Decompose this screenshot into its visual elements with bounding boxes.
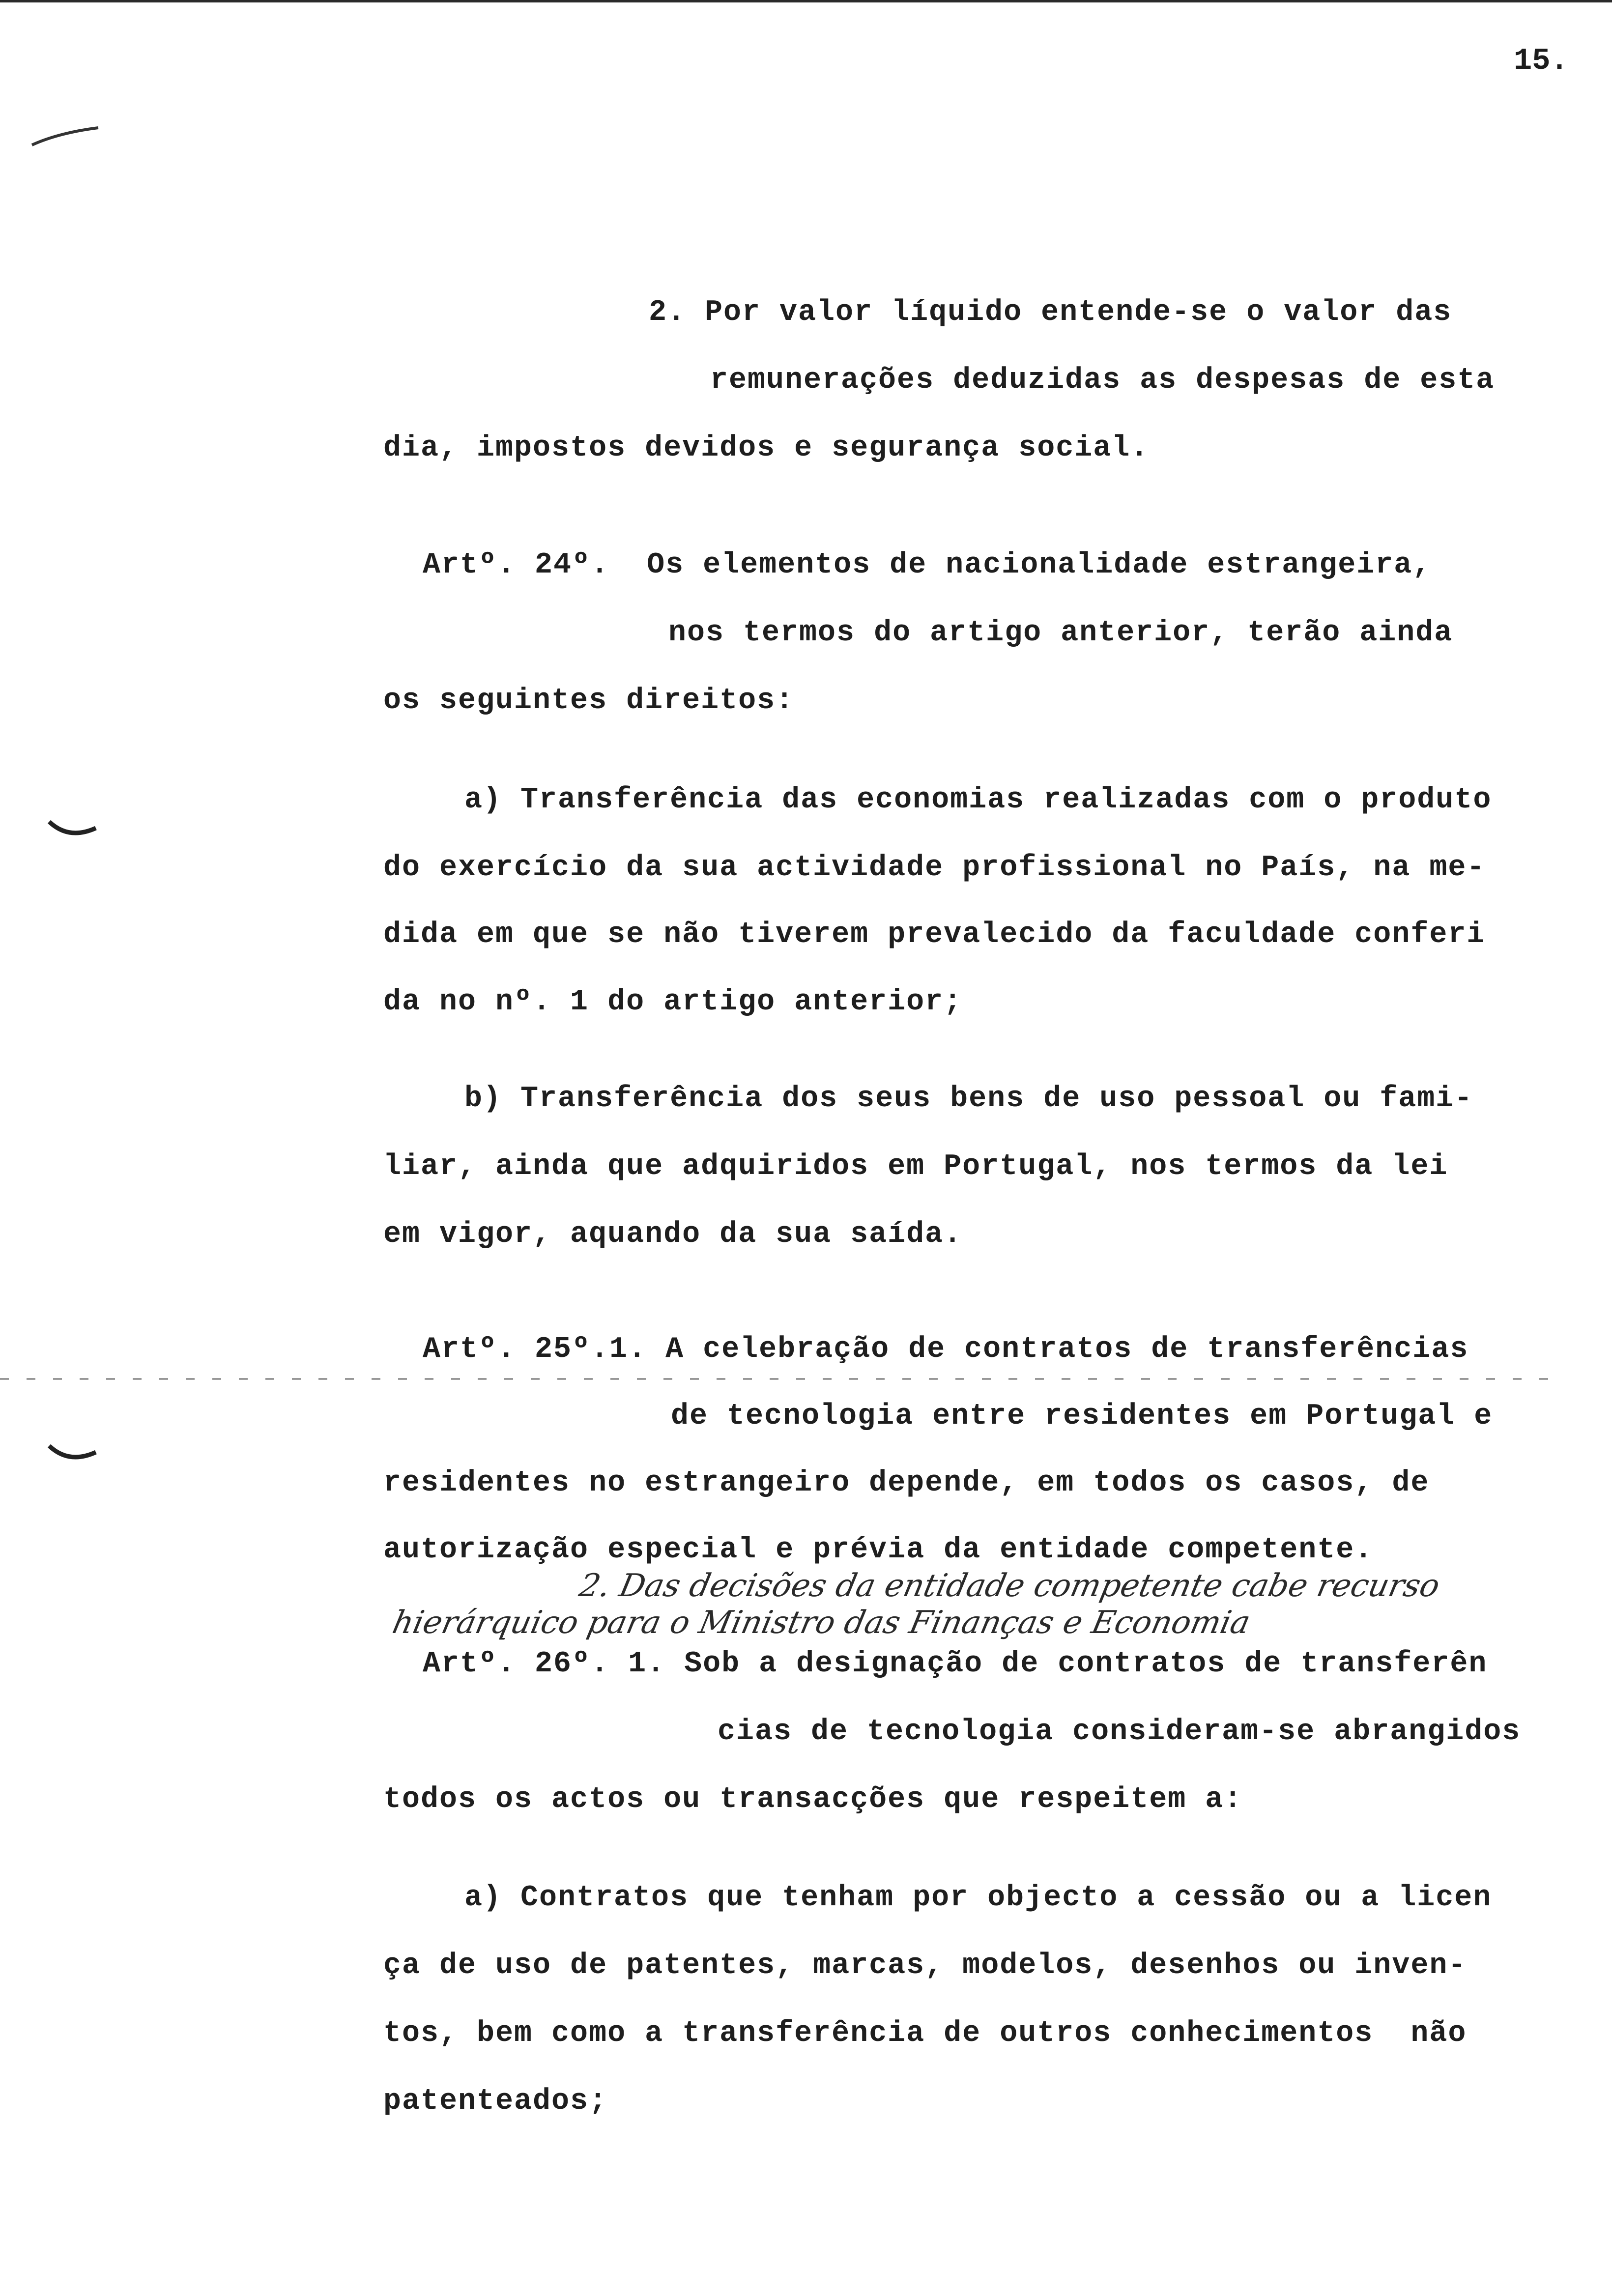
text-line-4: Artº. 24º. Os elementos de nacionalidade estrangeira, xyxy=(423,548,1432,582)
text-line-7: a) Transferência das economias realizadas com o produto xyxy=(464,783,1492,817)
page-number: 15. xyxy=(1514,43,1569,78)
dashed-rule xyxy=(0,1374,1612,1384)
text-line-12: liar, ainda que adquiridos em Portugal, nos termos da lei xyxy=(383,1150,1448,1183)
text-line-6: os seguintes direitos: xyxy=(383,684,795,718)
text-line-9: dida em que se não tiverem prevalecido da faculdade conferi xyxy=(383,918,1486,951)
text-line-8: do exercício da sua actividade profissional no País, na me- xyxy=(383,851,1486,885)
text-line-5: nos termos do artigo anterior, terão ainda xyxy=(668,616,1453,650)
text-line-17: autorização especial e prévia da entidade competente. xyxy=(383,1533,1374,1567)
margin-mark-top xyxy=(29,123,103,152)
text-line-24: patenteados; xyxy=(383,2085,608,2118)
text-line-11: b) Transferência dos seus bens de uso pessoal ou fami- xyxy=(464,1082,1473,1116)
text-line-21: a) Contratos que tenham por objecto a cessão ou a licen xyxy=(464,1881,1492,1915)
text-line-13: em vigor, aquando da sua saída. xyxy=(383,1218,963,1251)
text-line-2: remunerações deduzidas as despesas de esta xyxy=(710,364,1495,397)
text-line-19: cias de tecnologia consideram-se abrangidos xyxy=(718,1715,1521,1749)
margin-mark-lower xyxy=(47,1440,101,1469)
text-line-22: ça de uso de patentes, marcas, modelos, desenhos ou inven- xyxy=(383,1949,1467,1982)
top-border-line xyxy=(0,0,1612,2)
margin-mark-middle xyxy=(47,816,101,845)
text-line-1: 2. Por valor líquido entende-se o valor das xyxy=(649,296,1452,329)
handwritten-note-line-2: hierárquico para o Ministro das Finanças e Economia xyxy=(389,1605,1254,1641)
text-line-3: dia, impostos devidos e segurança social. xyxy=(383,431,1150,465)
text-line-10: da no nº. 1 do artigo anterior; xyxy=(383,985,963,1019)
text-line-20: todos os actos ou transacções que respeitem a: xyxy=(383,1783,1243,1816)
text-line-15: de tecnologia entre residentes em Portugal e xyxy=(671,1400,1493,1433)
text-line-23: tos, bem como a transferência de outros conhecimentos não xyxy=(383,2017,1467,2050)
handwritten-note-line-1: 2. Das decisões da entidade competente cabe recurso xyxy=(576,1568,1443,1604)
text-line-14: Artº. 25º.1. A celebração de contratos de transferências xyxy=(423,1333,1469,1366)
text-line-16: residentes no estrangeiro depende, em todos os casos, de xyxy=(383,1466,1430,1500)
text-line-18: Artº. 26º. 1. Sob a designação de contratos de transferên xyxy=(423,1647,1488,1681)
